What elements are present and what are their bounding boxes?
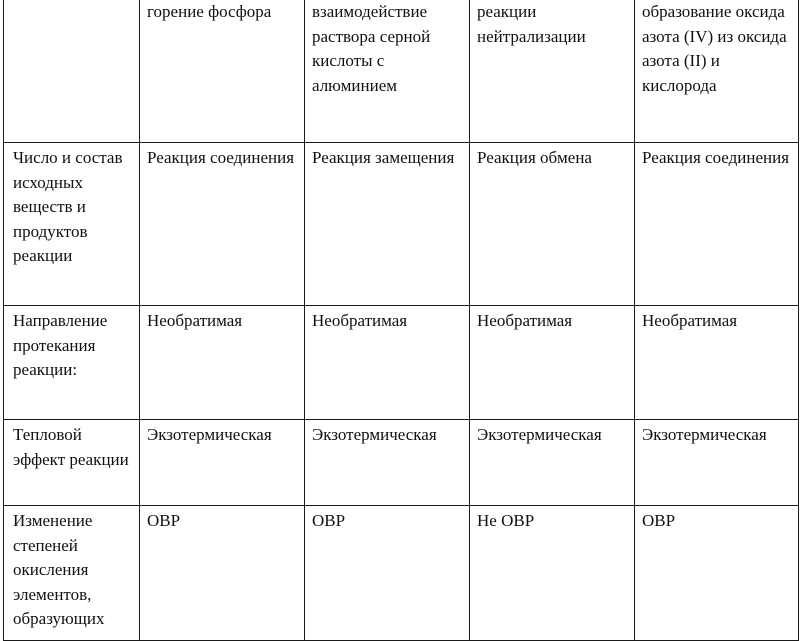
table-row [4,306,799,420]
table-cell: Реакция соединения [140,143,305,306]
corner-cell [4,0,140,143]
table-cell: Реакция замещения [305,143,470,306]
header-cell-phosphorus-combustion: горение фосфора [140,0,305,143]
table-cell: Экзотермическая [140,420,305,506]
table-row [4,506,799,641]
table-cell: Необратимая [635,306,799,420]
table-cell: Экзотермическая [305,420,470,506]
table-cell: Реакция соединения [635,143,799,306]
table-cell: Реакция обмена [470,143,635,306]
table-cell: Не ОВР [470,506,635,641]
table-cell: ОВР [305,506,470,641]
table-cell: Экзотермическая [635,420,799,506]
reaction-classification-table [3,0,799,641]
row-label-thermal-effect: Тепловой эффект реакции [4,420,140,506]
header-cell-sulfuric-acid-aluminium: взаимодействие раствора серной кислоты с алюминием [305,0,470,143]
table-row [4,420,799,506]
row-label-reactant-count: Число и состав исходных веществ и продуктов реакции [4,143,140,306]
row-label-direction: Направление протекания реакции: [4,306,140,420]
header-cell-neutralization: реакции нейтрализации [470,0,635,143]
table-cell: Необратимая [140,306,305,420]
table-row [4,143,799,306]
table-cell: Экзотермическая [470,420,635,506]
table-header-row [4,0,799,143]
header-cell-nitrogen-oxide-formation: образование оксида азота (IV) из оксида азота (II) и кислорода [635,0,799,143]
table-cell: ОВР [635,506,799,641]
row-label-oxidation-change: Изменение степеней окисления элементов, образующих [4,506,140,641]
table-cell: Необратимая [470,306,635,420]
table-cell: Необратимая [305,306,470,420]
table-cell: ОВР [140,506,305,641]
